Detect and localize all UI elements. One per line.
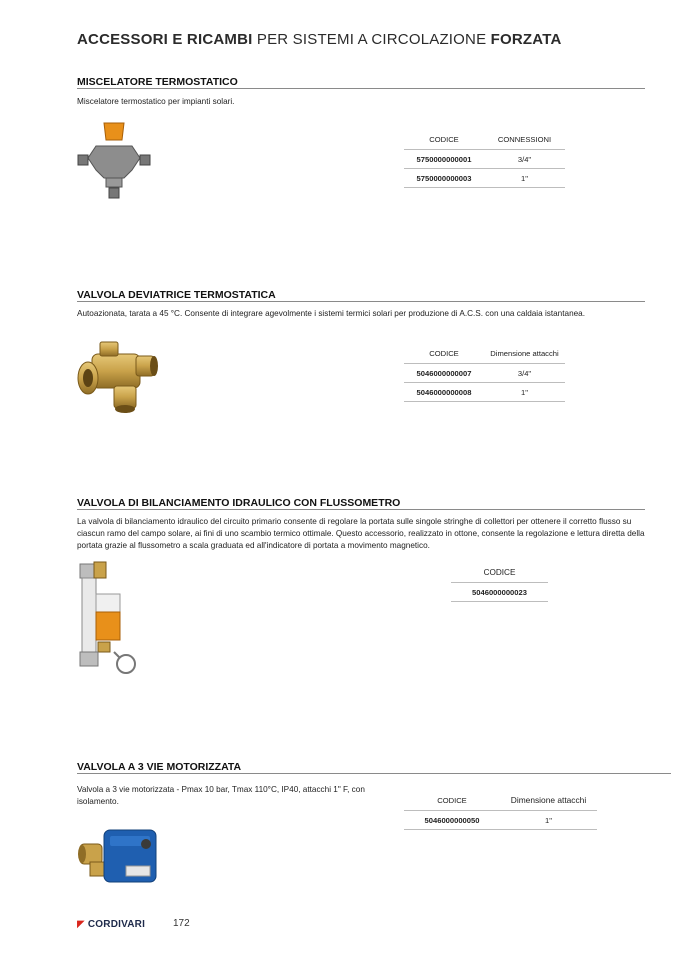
code-cell: 5046000000023 — [451, 583, 548, 602]
section-description: Autoazionata, tarata a 45 °C. Consente di integrare agevolmente i sistemi termici solari per produzione di A.C.S. con una caldaia istantanea. — [77, 309, 586, 318]
section-divider — [77, 301, 645, 302]
column-header: CODICE — [404, 343, 484, 364]
value-cell: 3/4" — [484, 150, 565, 169]
table-row — [404, 811, 597, 830]
value-cell: 1" — [500, 811, 597, 830]
column-header: Dimensione attacchi — [484, 343, 565, 364]
table-header-row — [404, 343, 565, 364]
section-title-deviatrice: VALVOLA DEVIATRICE TERMOSTATICA — [77, 289, 276, 301]
section-title-miscelatore: MISCELATORE TERMOSTATICO — [77, 76, 238, 88]
section-description: Valvola a 3 vie motorizzata - Pmax 10 bar, Tmax 110°C, IP40, attacchi 1" F, con isolamento. — [77, 785, 365, 806]
table-row — [451, 583, 548, 602]
logo-mark-icon: ◤ — [77, 919, 85, 930]
column-header: CONNESSIONI — [484, 129, 565, 150]
column-header: CODICE — [404, 790, 500, 811]
value-cell: 1" — [484, 383, 565, 402]
spec-table — [404, 790, 597, 830]
table-header-row — [451, 562, 548, 583]
code-cell: 5750000000001 — [404, 150, 484, 169]
section-divider — [77, 773, 671, 774]
table-header-row — [404, 129, 565, 150]
spec-table — [404, 343, 565, 402]
table-row — [404, 169, 565, 188]
section-divider — [77, 509, 645, 510]
section-title-bilanciamento: VALVOLA DI BILANCIAMENTO IDRAULICO CON FLUSSOMETRO — [77, 497, 401, 509]
page-title-end-part: FORZATA — [490, 31, 562, 48]
table-row — [404, 150, 565, 169]
spec-table — [451, 562, 548, 602]
code-cell: 5046000000007 — [404, 364, 484, 383]
code-cell: 5046000000008 — [404, 383, 484, 402]
code-cell: 5750000000003 — [404, 169, 484, 188]
table-row — [404, 364, 565, 383]
column-header: CODICE — [451, 562, 548, 583]
page-number: 172 — [173, 918, 190, 929]
logo-text: CORDIVARI — [87, 919, 146, 930]
column-header: CODICE — [404, 129, 484, 150]
section-description: La valvola di bilanciamento idraulico del circuito primario consente di regolare la portata sulle singole stringhe di collettori per ottenere il corretto flusso su ciascun ramo del campo solare, ai fini di uno scambio termico ottimale. Questo accessorio, realizzato in ottone, consente la regolazione e lettura diretta della portata grazie al flussometro a scala graduata ed all'indicatore di portata a movimento magnetico. — [77, 517, 645, 550]
column-header: Dimensione attacchi — [500, 790, 597, 811]
value-cell: 1" — [484, 169, 565, 188]
section-title-valvola-3-vie: VALVOLA A 3 VIE MOTORIZZATA — [77, 761, 242, 773]
table-row — [404, 383, 565, 402]
diverter-valve-image — [76, 338, 160, 418]
page-title-light-part: PER SISTEMI A CIRCOLAZIONE — [256, 31, 487, 48]
flowmeter-valve-image — [74, 560, 138, 682]
thermostatic-mixer-image — [74, 118, 154, 210]
value-cell: 3/4" — [484, 364, 565, 383]
page-title-bold-part: ACCESSORI E RICAMBI — [77, 31, 253, 48]
page-title — [77, 31, 561, 48]
motorized-valve-image — [76, 826, 160, 888]
code-cell: 5046000000050 — [404, 811, 500, 830]
section-divider — [77, 88, 645, 89]
section-description: Miscelatore termostatico per impianti solari. — [77, 97, 235, 106]
spec-table — [404, 129, 565, 188]
table-header-row — [404, 790, 597, 811]
cordivari-logo — [77, 919, 145, 930]
